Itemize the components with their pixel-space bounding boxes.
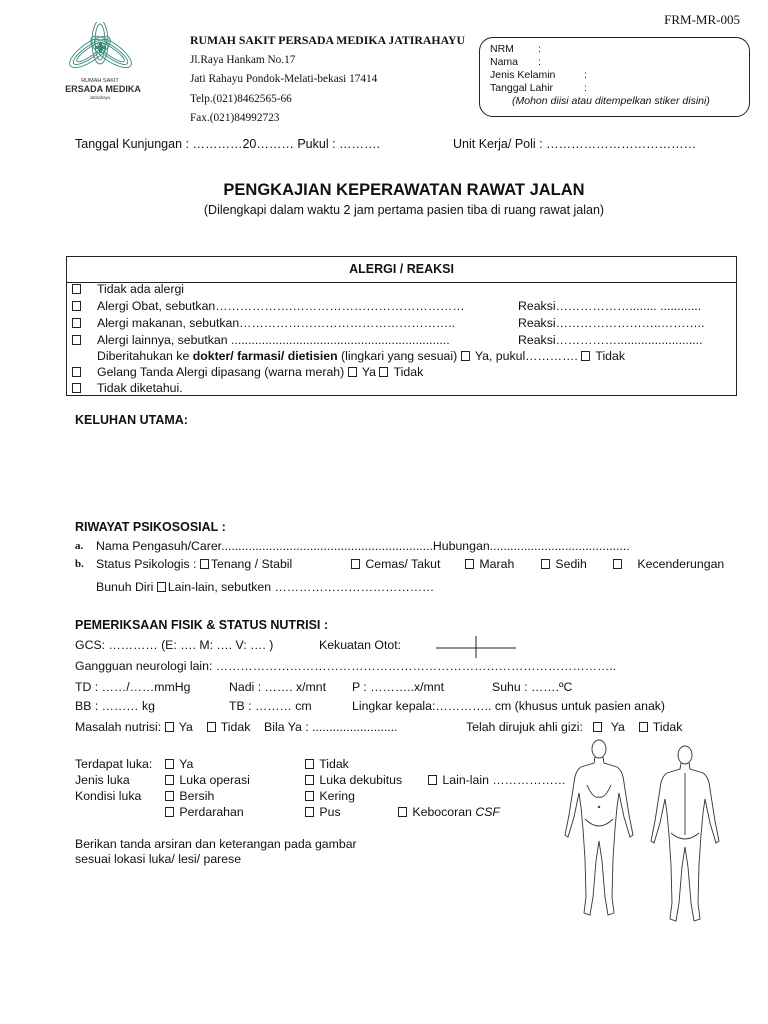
page-title: PENGKAJIAN KEPERAWATAN RAWAT JALAN	[223, 181, 585, 199]
logo-line2: PERSADA MEDIKA	[65, 84, 141, 94]
body-diagram[interactable]	[555, 737, 735, 927]
allergy-row-other[interactable]: Alergi lainnya, sebutkan ................................................................ Reaksi…………….........................	[72, 333, 83, 347]
checkbox-icon[interactable]	[613, 559, 622, 569]
patient-field-dob: Tanggal Lahir :	[490, 82, 587, 94]
logo-line1: RUMAH SAKIT	[81, 78, 119, 84]
checkbox-icon[interactable]	[305, 791, 314, 801]
psy-opt-sedih[interactable]: Sedih	[541, 557, 587, 571]
kondisi-kering[interactable]: Kering	[305, 789, 355, 803]
logo-line3: Jatirahayu	[89, 95, 111, 100]
page-subtitle: (Dilengkapi dalam waktu 2 jam pertama pasien tiba di ruang rawat jalan)	[203, 203, 605, 217]
checkbox-icon[interactable]	[165, 722, 174, 732]
kondisi-luka-label: Kondisi luka	[75, 789, 142, 803]
allergy-row-none[interactable]: Tidak ada alergi	[72, 282, 83, 296]
bb-field[interactable]: BB : ……… kg	[75, 699, 155, 713]
gcs-field[interactable]: GCS: ………… (E: …. M: …. V: …. )	[75, 638, 274, 652]
checkbox-icon[interactable]	[639, 722, 648, 732]
checkbox-icon[interactable]	[165, 759, 174, 769]
checkbox-icon[interactable]	[593, 722, 602, 732]
suhu-field[interactable]: Suhu : …….ºC	[492, 680, 573, 694]
visit-date-field[interactable]: Tanggal Kunjungan : …………20……… Pukul : ……….	[75, 137, 380, 151]
kondisi-bersih[interactable]: Bersih	[165, 789, 214, 803]
checkbox-icon[interactable]	[305, 807, 314, 817]
pernapasan-field[interactable]: P : ………..x/mnt	[352, 680, 445, 694]
hospital-info	[190, 31, 465, 129]
psy-opt-cemas[interactable]: Cemas/ Takut	[351, 557, 440, 571]
checkbox-icon[interactable]	[157, 582, 166, 592]
luka-dekubitus[interactable]: Luka dekubitus	[305, 773, 402, 787]
fisik-title: PEMERIKSAAN FISIK & STATUS NUTRISI :	[75, 618, 329, 632]
hospital-logo	[65, 22, 165, 122]
checkbox-icon[interactable]	[348, 367, 357, 377]
checkbox-icon[interactable]	[165, 791, 174, 801]
form-code: FRM-MR-005	[664, 12, 740, 27]
patient-field-nama: Nama :	[490, 56, 541, 68]
nadi-field[interactable]: Nadi : ……. x/mnt	[229, 680, 327, 694]
luka-ya[interactable]: Ya	[165, 757, 193, 771]
allergy-row-unknown[interactable]: Tidak diketahui.	[72, 381, 83, 395]
patient-sticker-box[interactable]	[479, 37, 750, 117]
allergy-row-food[interactable]: Alergi makanan, sebutkan…………………………………………….. Reaksi……………………..………..	[72, 316, 83, 330]
checkbox-icon[interactable]	[305, 775, 314, 785]
patient-field-sex: Jenis Kelamin :	[490, 69, 587, 81]
tb-field[interactable]: TB : ……… cm	[229, 699, 312, 713]
hospital-name: RUMAH SAKIT PERSADA MEDIKA JATIRAHAYU	[190, 33, 466, 47]
checkbox-icon[interactable]	[305, 759, 314, 769]
checkbox-icon[interactable]	[200, 559, 209, 569]
body-front-icon	[565, 740, 633, 915]
checkbox-icon[interactable]	[72, 301, 81, 311]
unit-field[interactable]: Unit Kerja/ Poli : ………………………………	[453, 137, 697, 151]
checkbox-icon[interactable]	[428, 775, 437, 785]
allergy-section: ALERGI / REAKSI Tidak ada alergi Alergi Obat, sebutkan……………….…………………………………… Reaksi………………........ ............ Alergi makanan, sebutkan…………………………………………….. Reaksi……………………..……….. Alergi lainnya, sebutkan ................................................................ Reaksi……………......................... Diberitahukan ke dokter/ farmasi/ dietisien (lingkari yang sesuai) Ya, pukul…………. Tidak Gelang Tanda Alergi dipasang (warna merah) Ya Tidak Tidak diketahui.	[66, 256, 737, 396]
checkbox-icon[interactable]	[461, 351, 470, 361]
dirujuk-row: Telah dirujuk ahli gizi: Ya Tidak	[466, 720, 683, 734]
psiko-a-label: a.	[75, 540, 84, 552]
muscle-strength-cross[interactable]	[436, 636, 518, 660]
psy-opt-marah[interactable]: Marah	[465, 557, 514, 571]
kekuatan-label: Kekuatan Otot:	[319, 638, 402, 652]
checkbox-icon[interactable]	[581, 351, 590, 361]
hospital-phone: Telp.(021)8462565-66	[190, 92, 292, 105]
kondisi-pus[interactable]: Pus	[305, 805, 341, 819]
hospital-address2: Jati Rahayu Pondok-Melati-bekasi 17414	[190, 73, 378, 86]
checkbox-icon[interactable]	[165, 807, 174, 817]
luka-instruction-1: Berikan tanda arsiran dan keterangan pada gambar	[75, 837, 357, 851]
patient-field-nrm: NRM :	[490, 43, 541, 55]
sticker-note: (Mohon diisi atau ditempelkan stiker disini)	[512, 95, 710, 107]
neuro-field[interactable]: Gangguan neurologi lain: ……………………………………………………………………………………..	[75, 659, 617, 673]
checkbox-icon[interactable]	[165, 775, 174, 785]
checkbox-icon[interactable]	[351, 559, 360, 569]
luka-instruction-2: sesuai lokasi luka/ lesi/ parese	[75, 852, 242, 866]
hospital-fax: Fax.(021)84992723	[190, 112, 280, 125]
logo-emblem-icon	[65, 22, 165, 122]
caregiver-field[interactable]: Nama Pengasuh/Carer..............................................................Hubungan.........................................	[96, 539, 630, 553]
checkbox-icon[interactable]	[465, 559, 474, 569]
psychology-status: Status Psikologis : Tenang / Stabil	[96, 557, 293, 571]
allergy-row-bracelet[interactable]: Gelang Tanda Alergi dipasang (warna merah) Ya Tidak	[72, 365, 83, 379]
psychology-status-2: Bunuh Diri Lain-lain, sebutken …………………………………	[96, 580, 435, 594]
kondisi-perdarahan[interactable]: Perdarahan	[165, 805, 244, 819]
luka-terdapat-label: Terdapat luka:	[75, 757, 153, 771]
checkbox-icon[interactable]	[398, 807, 407, 817]
psiko-title: RIWAYAT PSIKOSOSIAL :	[75, 520, 226, 534]
checkbox-icon[interactable]	[72, 318, 81, 328]
body-back-icon	[651, 746, 719, 921]
checkbox-icon[interactable]	[379, 367, 388, 377]
psy-opt-bunuh-diri[interactable]: Kecenderungan	[613, 557, 724, 571]
luka-lain[interactable]: Lain-lain ………………	[428, 773, 566, 787]
allergy-row-drug[interactable]: Alergi Obat, sebutkan……………….…………………………………… Reaksi………………........ ............	[72, 299, 83, 313]
luka-operasi[interactable]: Luka operasi	[165, 773, 250, 787]
checkbox-icon[interactable]	[541, 559, 550, 569]
lingkar-field[interactable]: Lingkar kepala:………….. cm (khusus untuk pasien anak)	[352, 699, 666, 713]
td-field[interactable]: TD : ……/……mmHg	[75, 680, 191, 694]
checkbox-icon[interactable]	[72, 383, 81, 393]
jenis-luka-label: Jenis luka	[75, 773, 130, 787]
hospital-address1: Jl.Raya Hankam No.17	[190, 53, 296, 66]
allergy-header: ALERGI / REAKSI	[67, 257, 736, 283]
keluhan-title: KELUHAN UTAMA:	[75, 413, 188, 427]
nutrisi-row: Masalah nutrisi: Ya Tidak Bila Ya : .........................	[75, 720, 398, 734]
checkbox-icon[interactable]	[207, 722, 216, 732]
kondisi-kebocoran[interactable]: Kebocoran CSF	[398, 805, 500, 819]
checkbox-icon[interactable]	[72, 367, 81, 377]
checkbox-icon[interactable]	[72, 284, 81, 294]
psiko-b-label: b.	[75, 558, 84, 570]
luka-tidak[interactable]: Tidak	[305, 757, 349, 771]
checkbox-icon[interactable]	[72, 335, 81, 345]
